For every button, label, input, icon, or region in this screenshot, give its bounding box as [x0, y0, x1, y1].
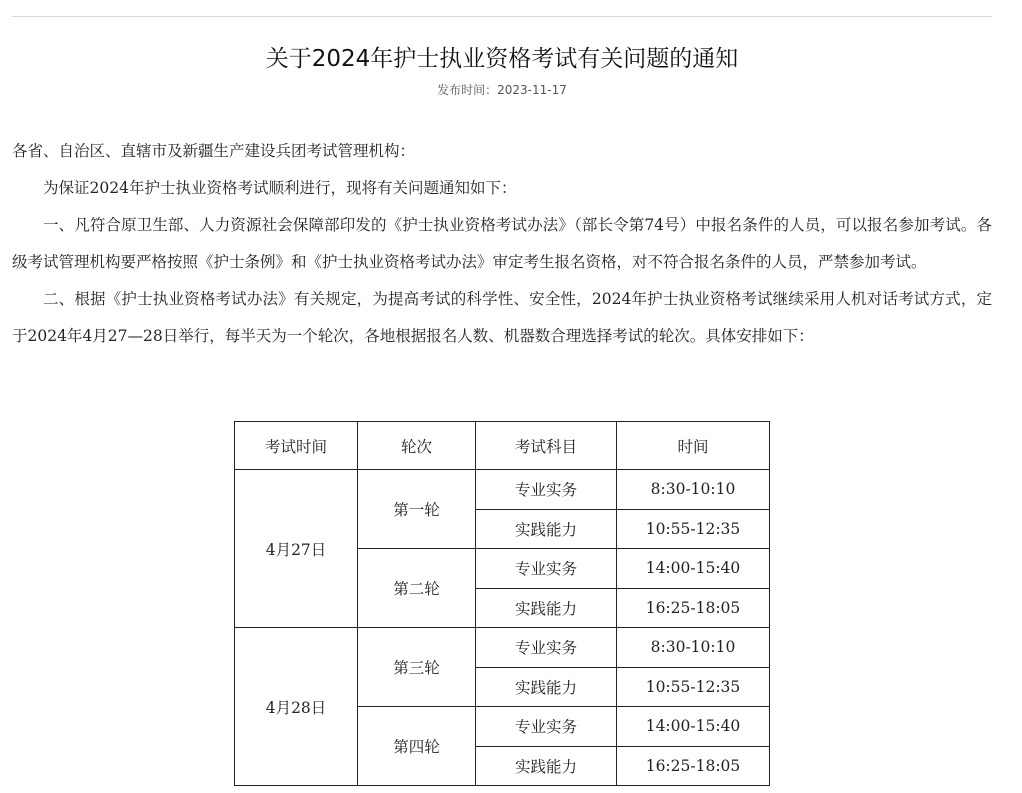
- paragraph-intro: 为保证2024年护士执业资格考试顺利进行，现将有关问题通知如下：: [43, 179, 517, 197]
- paragraph-exam-arrangement: 二、根据《护士执业资格考试办法》有关规定，为提高考试的科学性、安全性，2024年护士执业资格考试继续采用人机对话考试方式，定于2024年4月27—28日举行，每半天为一个轮次，各地根据报名人数、机器数合理选择考试的轮次。具体安排如下：: [12, 290, 992, 345]
- header-round: 轮次: [358, 422, 476, 470]
- subject-cell: 实践能力: [476, 667, 617, 707]
- table-row: [235, 628, 770, 668]
- header-time: 时间: [617, 422, 770, 470]
- exam-date-cell: 4月27日: [235, 470, 358, 628]
- subject-cell: 专业实务: [476, 549, 617, 589]
- subject-cell: 专业实务: [476, 707, 617, 747]
- table-header-row: [235, 422, 770, 470]
- publish-date: 发布时间：2023-11-17: [437, 83, 567, 97]
- round-cell: 第三轮: [358, 628, 476, 707]
- table-row: [235, 470, 770, 510]
- paragraph-eligibility: 一、凡符合原卫生部、人力资源社会保障部印发的《护士执业资格考试办法》（部长令第74号）中报名条件的人员，可以报名参加考试。各级考试管理机构要严格按照《护士条例》和《护士执业资格考试办法》审定考生报名资格，对不符合报名条件的人员，严禁参加考试。: [12, 216, 992, 271]
- round-cell: 第四轮: [358, 707, 476, 786]
- subject-cell: 专业实务: [476, 628, 617, 668]
- header-subject: 考试科目: [476, 422, 617, 470]
- salutation: 各省、自治区、直辖市及新疆生产建设兵团考试管理机构：: [12, 142, 416, 160]
- subject-cell: 实践能力: [476, 746, 617, 786]
- time-cell: 10:55-12:35: [617, 667, 770, 707]
- time-cell: 8:30-10:10: [617, 470, 770, 510]
- round-cell: 第一轮: [358, 470, 476, 549]
- time-cell: 16:25-18:05: [617, 588, 770, 628]
- round-cell: 第二轮: [358, 549, 476, 628]
- top-divider: [12, 16, 992, 17]
- page-title: 关于2024年护士执业资格考试有关问题的通知: [265, 46, 739, 72]
- exam-date-cell: 4月28日: [235, 628, 358, 786]
- notice-body: [12, 133, 992, 355]
- exam-schedule-table: [234, 421, 770, 786]
- subject-cell: 实践能力: [476, 588, 617, 628]
- header-exam-date: 考试时间: [235, 422, 358, 470]
- subject-cell: 专业实务: [476, 470, 617, 510]
- subject-cell: 实践能力: [476, 509, 617, 549]
- time-cell: 14:00-15:40: [617, 549, 770, 589]
- time-cell: 8:30-10:10: [617, 628, 770, 668]
- time-cell: 16:25-18:05: [617, 746, 770, 786]
- time-cell: 14:00-15:40: [617, 707, 770, 747]
- time-cell: 10:55-12:35: [617, 509, 770, 549]
